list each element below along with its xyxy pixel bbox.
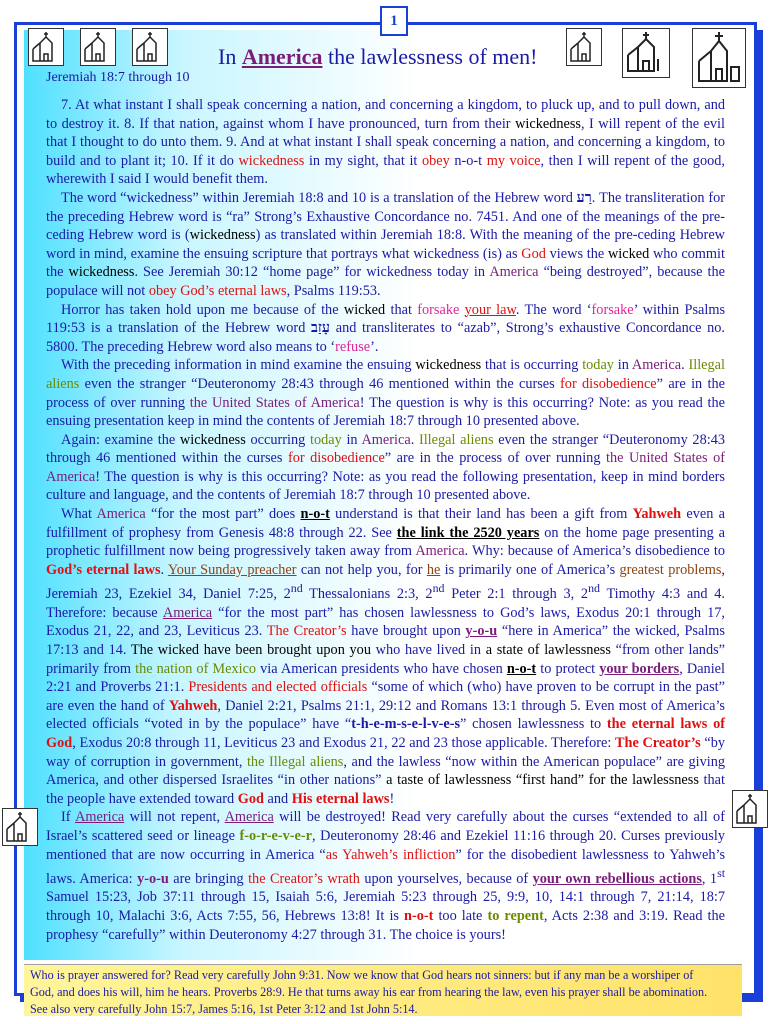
footer-line-2: God, and does his will, him he hears. Proverbs 28:9. He that turns away his ear from hearing the law, even his prayer shall be abomination. <box>30 985 708 999</box>
paragraph: Horror has taken hold upon me because of the wicked that forsake your law. The word ‘forsake’ within Psalms 119:53 is a translation of the Hebrew word עָזַב and transliterates to “azab”, Strong’s exhaustive Concordance no. 5800. The preceding Hebrew word also means to ‘refuse’. <box>46 301 726 355</box>
church-icon <box>2 808 38 846</box>
paragraph: If America will not repent, America will be destroyed! Read very carefully about the curses “extended to all of Israel’s scattered seed or lineage f-o-r-e-v-e-r, Deuteronomy 28:46 and Ezekiel 11:16 through 20. Curses previously mentioned that are now occurring in America “as Yahweh’s infliction” for the disobedient lawlessness to Yahweh’s laws. America: y-o-u are bringing the Creator’s wrath upon yourselves, because of your own rebellious actions, 1st Samuel 15:23, Job 37:11 through 15, Isaiah 5:6, Jeremiah 5:23 through 25, 9:9, 10, 14:1 through 7, 21:14, 18:7 through 10, Malachi 3:6, Acts 7:55, 56, Hebrews 13:8! It is n-o-t too late to repent, Acts 2:38 and 3:19. Read the prophesy “carefully” within Deuteronomy 4:27 through 31. The choice is yours! <box>46 809 726 943</box>
title-suffix: the lawlessness of men! <box>327 44 538 69</box>
paragraph: What America “for the most part” does n-o-t understand is that their land has been a gift from Yahweh even a fulfillment of prophesy from Genesis 48:8 through 22. See the link the 2520 years on the home page presenting a prophetic fulfillment now being progressively taken away from America. Why: because of America’s disobedience to God’s eternal laws. Your Sunday preacher can not help you, for he is primarily one of America’s greatest problems, Jeremiah 23, Ezekiel 34, Daniel 7:25, 2nd Thessalonians 2:3, 2nd Peter 2:1 through 3, 2nd Timothy 4:3 and 4. Therefore: because America “for the most part” has chosen lawlessness to God’s laws, Exodus 20:1 through 17, Exodus 21, 22, and 23, Leviticus 23. The Creator’s have brought upon y-o-u “here in America” the wicked, Psalms 17:13 and 14. The wicked have been brought upon you who have lived in a state of lawlessness “from other lands” primarily from the nation of Mexico via American presidents who have chosen n-o-t to protect your borders, Daniel 2:21 and Proverbs 21:1. Presidents and elected officials “some of which (who) have proven to be corrupt in the past” are even the hand of Yahweh, Daniel 2:21, Psalms 21:1, 29:12 and Romans 13:1 through 5. Even most of America’s elected officials “voted in by the populace” have “t-h-e-m-s-e-l-v-e-s” chosen lawlessness to the eternal laws of God, Exodus 20:8 through 11, Leviticus 23 and Exodus 21, 22 and 23 those applicable. Therefore: The Creator’s “by way of corruption in government, the Illegal aliens, and the lawless “now within the American populace” are giving America, and other dispersed Israelites “in other nations” a taste of lawlessness “first hand” for the lawlessness that the people have extended toward God and His eternal laws! <box>46 506 726 807</box>
footer-line-3: See also very carefully John 15:7, James 5:16, 1st Peter 3:12 and 1st John 5:14. <box>30 1002 418 1016</box>
church-icon <box>28 28 64 66</box>
paragraph: Again: examine the wickedness occurring today in America. Illegal aliens even the stranger “Deuteronomy 28:43 through 46 mentioned within the curses for disobedience” are in the process of over running the United States of America! The question is why is this occurring? Note: as you read the following presentation, keep in mind borders culture and language, and the contents of Jeremiah 18:7 through 10 presented above. <box>46 431 725 504</box>
footer-line-1: Who is prayer answered for? Read very carefully John 9:31. Now we know that God hears not sinners: but if any man be a worshiper of <box>30 968 694 982</box>
church-icon <box>692 28 746 88</box>
paragraph: With the preceding information in mind examine the ensuing wickedness that is occurring today in America. Illegal aliens even the stranger “Deuteronomy 28:43 through 46 mentioned within the curses for disobedience” are in the process of over running the United States of America! The question is why is this occurring? Note: as you read the ensuing presentation keep in mind the contents of Jeremiah 18:7 through 10 presented above. <box>46 357 725 430</box>
page-title <box>218 44 538 70</box>
page-number: 1 <box>380 6 408 36</box>
church-icon <box>622 28 670 78</box>
footer-note <box>24 964 742 1016</box>
article-body <box>46 96 725 944</box>
scripture-reference: Jeremiah 18:7 through 10 <box>46 70 190 85</box>
church-icon <box>566 28 602 66</box>
frame-shadow-right <box>757 30 763 1002</box>
church-icon <box>732 790 768 828</box>
paragraph: The word “wickedness” within Jeremiah 18:8 and 10 is a translation of the Hebrew word רַע. The transliteration for the preceding Hebrew word is “ra” Strong’s Exhaustive Concordance no. 7451. And one of the meanings of the pre-ceding Hebrew word is (wickedness) as translated within Jeremiah 18:8. With the meaning of the pre-ceding Hebrew word in mind, examine the ensuing scripture that portrays what wickedness (is) as God views the wicked who commit the wickedness. See Jeremiah 30:12 “home page” for wickedness today in America “being destroyed”, because the populace will not obey God’s eternal laws, Psalms 119:53. <box>46 189 725 299</box>
church-icon <box>80 28 116 66</box>
title-prefix: In <box>218 44 237 69</box>
church-icon <box>132 28 168 66</box>
america-link[interactable]: America <box>241 44 323 69</box>
paragraph: 7. At what instant I shall speak concerning a nation, and concerning a kingdom, to pluck up, and to pull down, and to destroy it. 8. If that nation, against whom I have pronounced, turn from their wickedness, I will repent of the evil that I thought to do unto them. 9. And at what instant I shall speak concerning a nation, and concerning a kingdom, to build and to plant it; 10. If it do wickedness in my sight, that it obey n-o-t my voice, then I will repent of the good, wherewith I said I would benefit them. <box>46 97 726 188</box>
